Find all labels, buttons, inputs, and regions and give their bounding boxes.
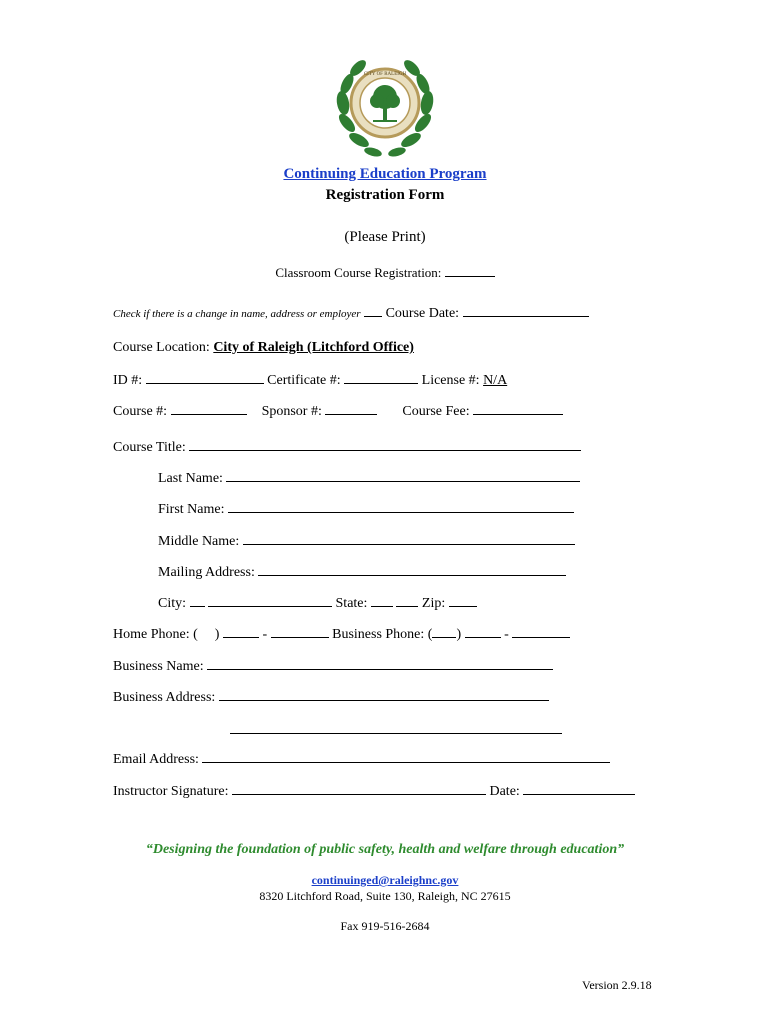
last-name-row	[158, 469, 580, 487]
sponsor-label: Sponsor #:	[261, 404, 322, 419]
course-number-field[interactable]	[171, 402, 247, 415]
city-seal	[325, 48, 445, 163]
business-phone-dash: -	[504, 627, 509, 642]
phone-row	[113, 625, 570, 643]
classroom-registration-field[interactable]	[445, 264, 495, 277]
business-phone-label: Business Phone: (	[332, 627, 433, 642]
middle-name-label: Middle Name:	[158, 534, 240, 549]
contact-email-link[interactable]: continuinged@raleighnc.gov	[311, 873, 459, 887]
course-date-label: Course Date:	[385, 306, 460, 321]
state-field-part2[interactable]	[396, 594, 418, 607]
instructor-signature-field[interactable]	[232, 782, 486, 795]
email-field[interactable]	[202, 750, 610, 763]
course-location-row	[113, 340, 414, 356]
business-address-field[interactable]	[219, 688, 549, 701]
motto: “Designing the foundation of public safety, health and welfare through education”	[145, 842, 625, 857]
business-phone-prefix-field[interactable]	[465, 625, 501, 638]
form-subtitle: Registration Form	[325, 187, 445, 203]
first-name-field[interactable]	[228, 500, 574, 513]
zip-field[interactable]	[449, 594, 477, 607]
license-label: License #:	[421, 373, 480, 388]
signature-date-label: Date:	[489, 784, 520, 799]
email-label: Email Address:	[113, 752, 199, 767]
first-name-row	[158, 500, 574, 518]
course-title-field[interactable]	[189, 438, 581, 451]
id-field[interactable]	[146, 371, 264, 384]
classroom-registration-row	[0, 264, 770, 281]
seal-text: CITY OF RALEIGH	[363, 72, 407, 77]
sponsor-field[interactable]	[325, 402, 377, 415]
business-address-row	[113, 688, 549, 706]
state-field-part1[interactable]	[371, 594, 393, 607]
email-row	[113, 750, 610, 768]
last-name-label: Last Name:	[158, 471, 223, 486]
course-location-label: Course Location:	[113, 340, 210, 355]
course-number-row	[113, 402, 563, 420]
course-number-label: Course #:	[113, 404, 168, 419]
id-row	[113, 371, 507, 389]
version-label: Version 2.9.18	[582, 978, 652, 992]
change-check-label: Check if there is a change in name, address or employer	[113, 308, 361, 320]
fax-number: Fax 919-516-2684	[340, 919, 430, 933]
home-phone-line-field[interactable]	[271, 625, 329, 638]
city-field-part1[interactable]	[190, 594, 205, 607]
license-value: N/A	[483, 373, 508, 388]
home-phone-dash: -	[262, 627, 268, 642]
business-phone-line-field[interactable]	[512, 625, 570, 638]
course-fee-label: Course Fee:	[402, 404, 470, 419]
business-phone-area-field[interactable]	[432, 625, 456, 638]
first-name-label: First Name:	[158, 502, 225, 517]
contact-email-row	[0, 873, 770, 888]
business-name-row	[113, 657, 553, 675]
change-check-field[interactable]	[364, 304, 382, 317]
home-phone-label: Home Phone: (	[113, 627, 198, 642]
city-state-zip-row	[158, 594, 477, 612]
middle-name-row	[158, 532, 575, 550]
classroom-registration-label: Classroom Course Registration:	[275, 265, 442, 280]
office-address: 8320 Litchford Road, Suite 130, Raleigh, NC 27615	[259, 889, 511, 903]
course-title-row	[113, 438, 581, 456]
certificate-label: Certificate #:	[267, 373, 341, 388]
course-title-label: Course Title:	[113, 440, 186, 455]
instructor-signature-row	[113, 782, 635, 800]
business-phone-close: )	[456, 627, 462, 642]
please-print-note: (Please Print)	[344, 229, 426, 245]
city-seal-icon	[325, 48, 445, 163]
zip-label: Zip:	[421, 596, 446, 611]
certificate-field[interactable]	[344, 371, 418, 384]
middle-name-field[interactable]	[243, 532, 575, 545]
state-label: State:	[335, 596, 368, 611]
mailing-address-field[interactable]	[258, 563, 566, 576]
signature-date-field[interactable]	[523, 782, 635, 795]
business-name-field[interactable]	[207, 657, 553, 670]
city-field-part2[interactable]	[208, 594, 332, 607]
home-phone-prefix-field[interactable]	[223, 625, 259, 638]
business-name-label: Business Name:	[113, 659, 204, 674]
city-label: City:	[158, 596, 187, 611]
program-title-link[interactable]: Continuing Education Program	[283, 166, 487, 182]
course-location-value: City of Raleigh (Litchford Office)	[213, 340, 414, 355]
course-fee-field[interactable]	[473, 402, 563, 415]
business-address-label: Business Address:	[113, 690, 216, 705]
course-date-field[interactable]	[463, 304, 589, 317]
last-name-field[interactable]	[226, 469, 580, 482]
home-phone-close: )	[214, 627, 220, 642]
id-label: ID #:	[113, 373, 143, 388]
mailing-address-label: Mailing Address:	[158, 565, 255, 580]
program-title	[0, 166, 770, 183]
change-date-row	[113, 304, 589, 322]
business-address-line2-field[interactable]	[230, 733, 562, 734]
mailing-address-row	[158, 563, 566, 581]
instructor-signature-label: Instructor Signature:	[113, 784, 229, 799]
